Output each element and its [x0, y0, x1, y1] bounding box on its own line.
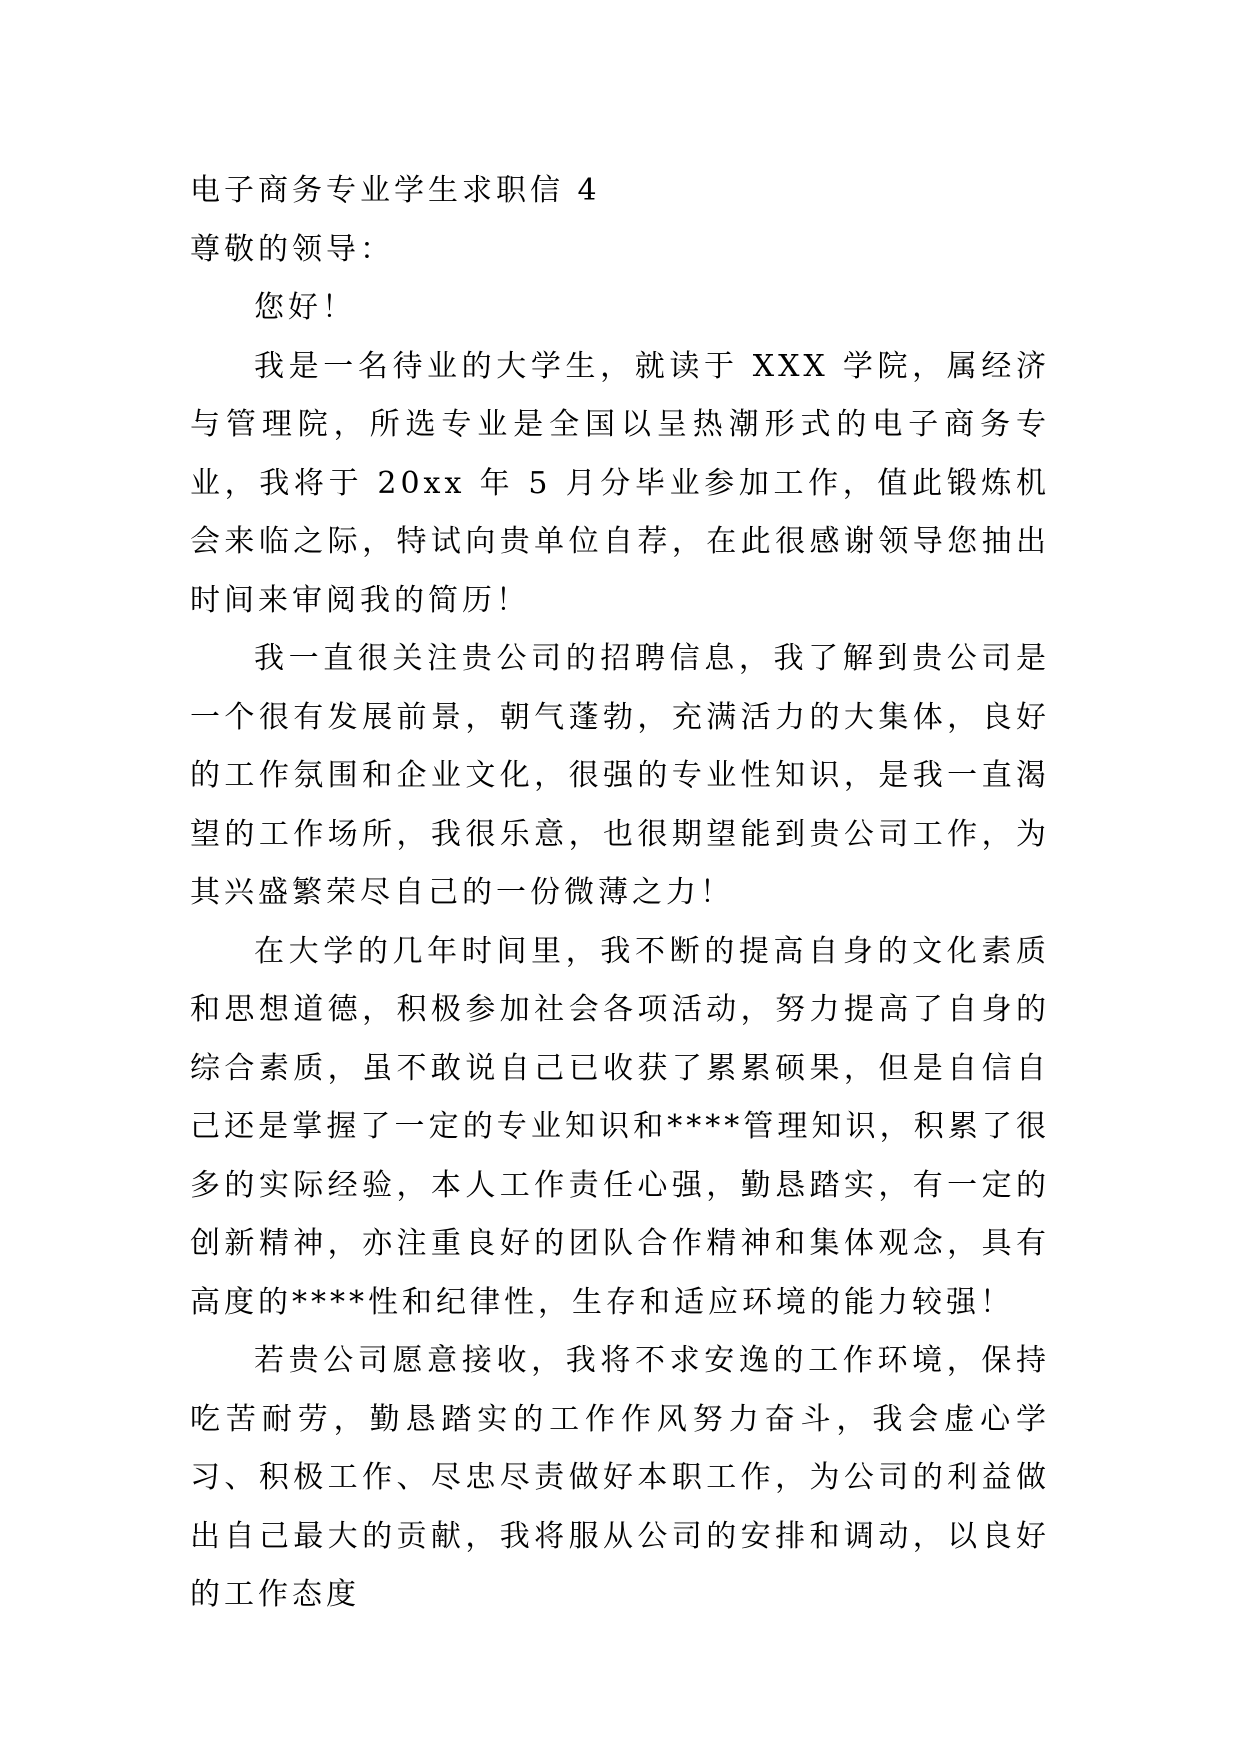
- paragraph-university-experience: 在大学的几年时间里，我不断的提高自身的文化素质和思想道德，积极参加社会各项活动，努力提高了自身的综合素质，虽不敢说自己已收获了累累硕果，但是自信自己还是掌握了一定的专业知识和****管理知识，积累了很多的实际经验，本人工作责任心强，勤恳踏实，有一定的创新精神，亦注重良好的团队合作精神和集体观念，具有高度的****性和纪律性，生存和适应环境的能力较强！: [190, 933, 1050, 1320]
- letter-body: [190, 162, 1050, 1625]
- salutation: 尊敬的领导：: [190, 231, 394, 267]
- greeting: 您好！: [254, 290, 356, 325]
- paragraph-company-interest: 我一直很关注贵公司的招聘信息，我了解到贵公司是一个很有发展前景，朝气蓬勃，充满活力的大集体，良好的工作氛围和企业文化，很强的专业性知识，是我一直渴望的工作场所，我很乐意，也很期望能到贵公司工作，为其兴盛繁荣尽自己的一份微薄之力！: [190, 641, 1050, 910]
- paragraph-introduction: 我是一名待业的大学生，就读于 XXX 学院，属经济与管理院，所选专业是全国以呈热潮形式的电子商务专业，我将于 20xx 年 5 月分毕业参加工作，值此锻炼机会来临之际，特试向贵单位自荐，在此很感谢领导您抽出时间来审阅我的简历！: [190, 348, 1050, 618]
- document-title: 电子商务专业学生求职信 4: [190, 173, 601, 208]
- paragraph-commitment: 若贵公司愿意接收，我将不求安逸的工作环境，保持吃苦耐劳，勤恳踏实的工作作风努力奋斗，我会虚心学习、积极工作、尽忠尽责做好本职工作，为公司的利益做出自己最大的贡献，我将服从公司的安排和调动，以良好的工作态度: [190, 1343, 1050, 1612]
